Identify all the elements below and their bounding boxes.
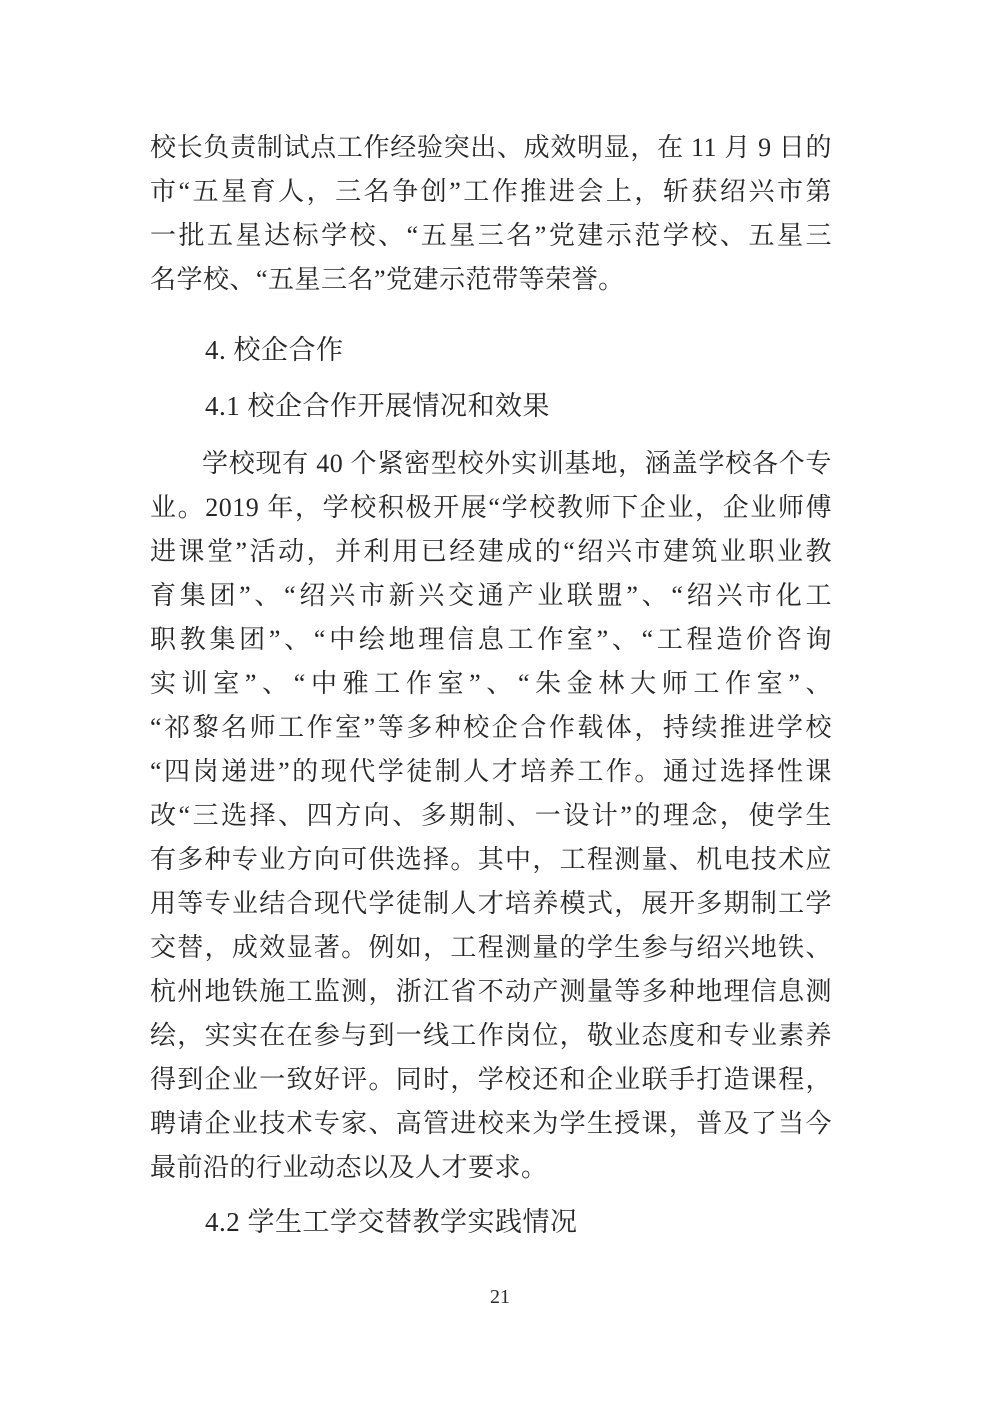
page-content	[150, 126, 832, 1244]
text-line: 市“五星育人，三名争创”工作推进会上，斩获绍兴市第	[150, 177, 832, 206]
text-line: “四岗递进”的现代学徒制人才培养工作。通过选择性课	[150, 757, 832, 786]
text-line: 有多种专业方向可供选择。其中，工程测量、机电技术应	[150, 845, 832, 874]
text-line: 业。2019 年，学校积极开展“学校教师下企业，企业师傅	[150, 493, 832, 522]
section-heading-4: 4. 校企合作	[205, 335, 344, 365]
text-line: 交替，成效显著。例如，工程测量的学生参与绍兴地铁、	[150, 933, 832, 962]
text-line: 育集团”、“绍兴市新兴交通产业联盟”、“绍兴市化工	[150, 581, 832, 610]
text-line: “祁黎名师工作室”等多种校企合作载体，持续推进学校	[150, 713, 832, 742]
paragraph-school-enterprise-cooperation	[150, 442, 832, 1190]
text-line: 实训室”、“中雅工作室”、“朱金林大师工作室”、	[150, 669, 832, 698]
text-line: 进课堂”活动，并利用已经建成的“绍兴市建筑业职业教	[150, 537, 832, 566]
text-line: 改“三选择、四方向、多期制、一设计”的理念，使学生	[150, 801, 832, 830]
page-number: 21	[490, 1286, 510, 1308]
text-line: 学校现有 40 个紧密型校外实训基地，涵盖学校各个专	[202, 449, 832, 478]
section-heading-4-1: 4.1 校企合作开展情况和效果	[205, 391, 550, 421]
text-line: 最前沿的行业动态以及人才要求。	[150, 1153, 548, 1182]
text-line: 职教集团”、“中绘地理信息工作室”、“工程造价咨询	[150, 625, 832, 654]
text-line: 得到企业一致好评。同时，学校还和企业联手打造课程，	[150, 1065, 832, 1094]
text-line: 杭州地铁施工监测，浙江省不动产测量等多种地理信息测	[150, 977, 832, 1006]
text-line: 绘，实实在在参与到一线工作岗位，敬业态度和专业素养	[150, 1021, 832, 1050]
section-heading-4-2: 4.2 学生工学交替教学实践情况	[205, 1207, 578, 1237]
text-line: 聘请企业技术专家、高管进校来为学生授课，普及了当今	[150, 1109, 832, 1138]
text-line: 校长负责制试点工作经验突出、成效明显，在 11 月 9 日的	[150, 133, 832, 162]
text-line: 用等专业结合现代学徒制人才培养模式，展开多期制工学	[150, 889, 832, 918]
text-line: 一批五星达标学校、“五星三名”党建示范学校、五星三	[150, 221, 832, 250]
paragraph-honors	[150, 126, 832, 302]
text-line: 名学校、“五星三名”党建示范带等荣誉。	[150, 265, 625, 294]
